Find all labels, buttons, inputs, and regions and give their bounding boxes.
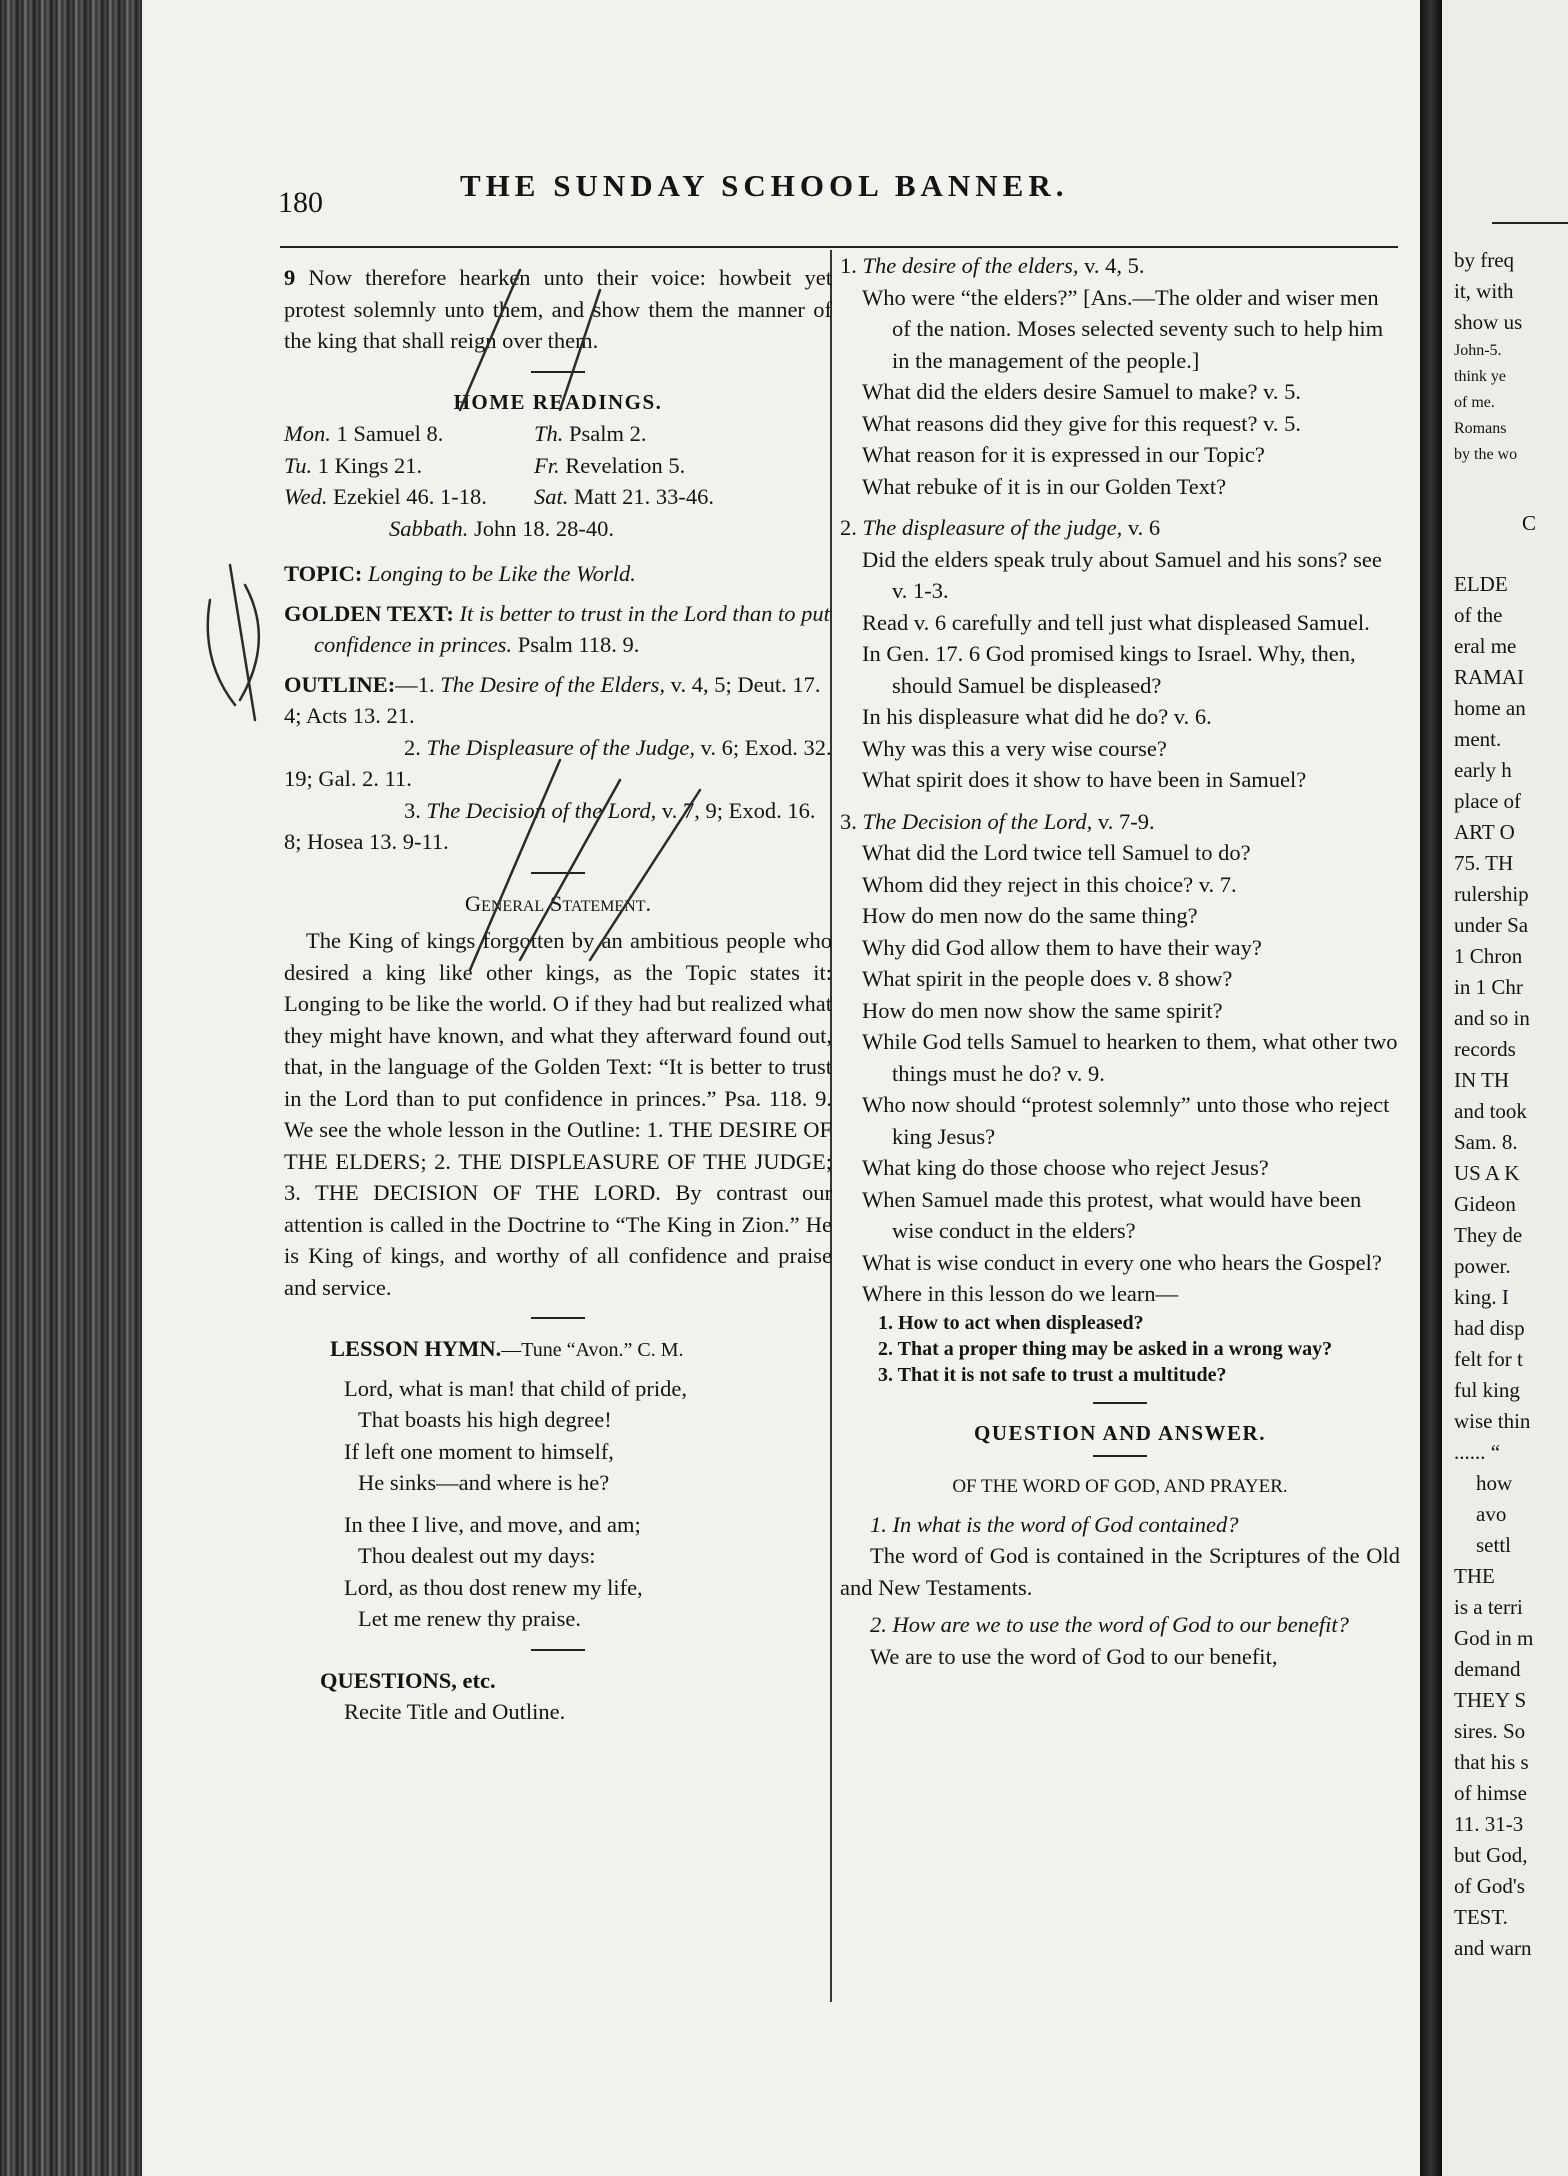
question: How do men now do the same thing? [862, 903, 1198, 928]
question: What king do those choose who reject Jesus? [862, 1155, 1269, 1180]
next-page-line: of himse [1454, 1781, 1527, 1805]
learn-item-1: 1. How to act when displeased? [878, 1311, 1144, 1334]
reading-sabbath: Sabbath. John 18. 28-40. [389, 515, 615, 541]
hymn-line: He sinks—and where is he? [358, 1470, 610, 1495]
next-page-line: but God, [1454, 1843, 1528, 1867]
next-page-line: wise thin [1454, 1409, 1531, 1433]
reading-th: Th. Psalm 2. [534, 421, 647, 446]
question: How do men now show the same spirit? [862, 997, 1223, 1023]
question: In Gen. 17. 6 God promised kings to Israel. Why, then, should Samuel be displeased? [862, 641, 1356, 698]
next-page-line: of me. [1454, 394, 1495, 411]
section-1-heading: 1. The desire of the elders, v. 4, 5. [840, 253, 1145, 278]
next-page-line: THEY S [1454, 1688, 1527, 1712]
next-page-line: home an [1454, 696, 1526, 720]
qa-question-2: 2. How are we to use the word of God to our benefit? [870, 1612, 1349, 1637]
question: What reasons did they give for this request? v. 5. [862, 410, 1302, 436]
recite-instruction: Recite Title and Outline. [344, 1699, 566, 1724]
divider [531, 371, 585, 373]
hymn-line: Lord, as thou dost renew my life, [344, 1574, 643, 1600]
hymn-line: In thee I live, and move, and am; [344, 1511, 641, 1537]
page-gutter [1420, 0, 1442, 2176]
next-page-line: records [1454, 1037, 1516, 1061]
learn-intro: Where in this lesson do we learn— [862, 1281, 1179, 1306]
next-page-line: ...... “ [1454, 1440, 1501, 1464]
next-page-line: TEST. [1454, 1905, 1508, 1929]
next-page-line: RAMAI [1454, 665, 1525, 689]
question: What did the elders desire Samuel to make? v. 5. [862, 379, 1302, 404]
qa-subheading: OF THE WORD OF GOD, AND PRAYER. [952, 1476, 1288, 1497]
question: What rebuke of it is in our Golden Text? [862, 473, 1227, 499]
next-page-line: demand [1454, 1657, 1521, 1681]
golden-text-ref: Psalm 118. 9. [517, 632, 640, 657]
next-page-line: 1 Chron [1454, 944, 1523, 968]
question: In his displeasure what did he do? v. 6. [862, 704, 1212, 729]
next-page-line: sires. So [1454, 1719, 1526, 1743]
question: Whom did they reject in this choice? v. 7. [862, 871, 1237, 897]
next-page-line: US A K [1454, 1161, 1520, 1185]
book-binding [0, 0, 142, 2176]
lesson-hymn-tune: —Tune “Avon.” C. M. [501, 1339, 684, 1361]
next-page-line: felt for t [1454, 1347, 1523, 1371]
next-page-line: and took [1454, 1099, 1527, 1123]
topic-text: Longing to be Like the World. [367, 561, 636, 586]
question: Read v. 6 carefully and tell just what displeased Samuel. [862, 609, 1370, 635]
next-page-header-rule [1492, 222, 1568, 224]
question: Why did God allow them to have their way? [862, 934, 1262, 960]
qa-heading: QUESTION AND ANSWER. [974, 1420, 1266, 1445]
outline-item-3: 3. The Decision of the Lord, v. 7, 9; Exod. 16. 8; Hosea 13. 9-11. [284, 797, 816, 854]
learn-item-3: 3. That it is not safe to trust a multitude? [878, 1363, 1227, 1386]
question: Who now should “protest solemnly” unto those who reject king Jesus? [862, 1092, 1390, 1149]
verse-9 [284, 262, 832, 357]
golden-text-body: It is better to trust in the Lord than to put confidence in princes. [314, 600, 830, 657]
next-page-line: 11. 31-3 [1454, 1812, 1524, 1836]
golden-text [284, 598, 832, 661]
divider [1093, 1402, 1147, 1404]
learn-item-2: 2. That a proper thing may be asked in a wrong way? [878, 1337, 1333, 1360]
divider [531, 1317, 585, 1319]
hymn-line: Thou dealest out my days: [358, 1543, 596, 1568]
next-page-line: show us [1454, 310, 1523, 334]
section-3-heading: 3. The Decision of the Lord, v. 7-9. [840, 808, 1155, 834]
next-page-line: how [1476, 1471, 1513, 1495]
reading-tu: Tu. 1 Kings 21. [284, 452, 423, 478]
divider [1093, 1455, 1147, 1457]
hymn-stanza-2 [284, 1509, 832, 1635]
next-page-line: ful king [1454, 1378, 1520, 1402]
next-page-line: avo [1476, 1502, 1507, 1526]
question: What is wise conduct in every one who hears the Gospel? [862, 1249, 1382, 1275]
next-page-line: under Sa [1454, 913, 1529, 937]
next-page-line: settl [1476, 1533, 1511, 1557]
next-page-line: had disp [1454, 1316, 1525, 1340]
page-number: 180 [278, 186, 323, 219]
hymn-line: If left one moment to himself, [344, 1438, 614, 1464]
reading-fr: Fr. Revelation 5. [534, 452, 686, 478]
question: What reason for it is expressed in our Topic? [862, 442, 1265, 467]
next-page-line: C [1522, 511, 1537, 535]
home-readings-heading: HOME READINGS. [453, 389, 663, 414]
verse-text: Now therefore hearken unto their voice: howbeit yet protest solemnly unto them, and show them the manner of the king that shall reign over them. [284, 265, 833, 353]
next-page-line: that his s [1454, 1750, 1529, 1774]
next-page-line: THE [1454, 1564, 1495, 1588]
question: What spirit in the people does v. 8 show? [862, 966, 1233, 991]
lesson-hymn-label: LESSON HYMN. [330, 1336, 502, 1361]
question: Did the elders speak truly about Samuel and his sons? see v. 1-3. [862, 546, 1382, 603]
next-page-line: IN TH [1454, 1068, 1510, 1092]
outline-item-2: 2. The Displeasure of the Judge, v. 6; Exod. 32. 19; Gal. 2. 11. [284, 734, 832, 791]
question: What did the Lord twice tell Samuel to do? [862, 840, 1251, 865]
next-page-line: and so in [1454, 1006, 1530, 1030]
next-page-line: early h [1454, 758, 1512, 782]
next-page-line: 75. TH [1454, 851, 1514, 875]
next-page-line: ment. [1454, 727, 1502, 751]
reading-sat: Sat. Matt 21. 33-46. [534, 484, 715, 509]
hymn-stanza-1 [284, 1373, 832, 1499]
golden-text-label: GOLDEN TEXT: [284, 600, 454, 626]
next-page-line: of the [1454, 603, 1503, 627]
left-column [284, 262, 832, 1728]
divider [531, 1649, 585, 1651]
qa-answer-2: We are to use the word of God to our benefit, [870, 1643, 1278, 1669]
next-page-line: place of [1454, 789, 1522, 813]
reading-mon: Mon. 1 Samuel 8. [284, 421, 444, 446]
verse-number: 9 [284, 265, 296, 290]
home-readings-list [284, 418, 832, 544]
outline-item-1: OUTLINE:—1. The Desire of the Elders, v. 4, 5; Deut. 17. 4; Acts 13. 21. [284, 671, 821, 728]
qa-answer-1: The word of God is contained in the Scriptures of the Old and New Testaments. [840, 1543, 1400, 1600]
question: When Samuel made this protest, what would have been wise conduct in the elders? [862, 1186, 1362, 1243]
hymn-line: That boasts his high degree! [358, 1407, 612, 1432]
next-page-line: think ye [1454, 368, 1506, 385]
question: Who were “the elders?” [Ans.—The older and wiser men of the nation. Moses selected seventy such to help him in the management of the people.] [862, 284, 1384, 373]
question: What spirit does it show to have been in Samuel? [862, 767, 1307, 792]
next-page-line: of God's [1454, 1874, 1525, 1898]
next-page-line: eral me [1454, 634, 1517, 658]
next-page-line: They de [1454, 1223, 1523, 1247]
next-page-line: by freq [1454, 248, 1515, 272]
reading-wed: Wed. Ezekiel 46. 1-18. [284, 484, 487, 509]
next-page-line: ELDE [1454, 572, 1508, 596]
question: Why was this a very wise course? [862, 735, 1167, 761]
next-page-line: power. [1454, 1254, 1511, 1278]
right-column [840, 250, 1400, 1672]
hymn-line: Lord, what is man! that child of pride, [344, 1375, 688, 1401]
next-page-edge [1442, 0, 1568, 2176]
general-statement-body: The King of kings forgotten by an ambitious people who desired a king like other kings, as the Topic states it: Longing to be like the world. O if they had but realized what they might have known, and what they afterward found out, that, in the language of the Golden Text: “It is better to trust in the Lord than to put confidence in princes.” Psa. 118. 9. We see the whole lesson in the Outline: 1. THE DESIRE OF THE ELDERS; 2. THE DISPLEASURE OF THE JUDGE; 3. THE DECISION OF THE LORD. By contrast our attention is called in the Doctrine to “The King in Zion.” He is King of kings, and worthy of all confidence and praise and service. [284, 928, 832, 1300]
hymn-line: Let me renew thy praise. [358, 1606, 582, 1631]
next-page-line: ART O [1454, 820, 1515, 844]
next-page-line: God in m [1454, 1626, 1534, 1650]
section-2-heading: 2. The displeasure of the judge, v. 6 [840, 515, 1161, 540]
divider [531, 872, 585, 874]
next-page-line: Gideon [1454, 1192, 1516, 1216]
page-title: THE SUNDAY SCHOOL BANNER. [460, 168, 1069, 203]
next-page-line: in 1 Chr [1454, 975, 1523, 999]
next-page-line: Romans [1454, 420, 1507, 437]
general-statement-heading: General Statement. [464, 890, 652, 916]
header-rule [280, 246, 1398, 248]
topic [284, 558, 832, 590]
lesson-hymn-heading [284, 1333, 832, 1367]
qa-question-1: 1. In what is the word of God contained? [870, 1511, 1239, 1537]
questions-heading: QUESTIONS, etc. [320, 1667, 496, 1693]
next-page-line: king. I [1454, 1285, 1509, 1309]
next-page-line: by the wo [1454, 446, 1518, 463]
question: While God tells Samuel to hearken to them, what other two things must he do? v. 9. [862, 1029, 1398, 1086]
next-page-line: it, with [1454, 279, 1514, 303]
next-page-line: and warn [1454, 1936, 1532, 1960]
next-page-line: is a terri [1454, 1595, 1523, 1619]
next-page-line: Sam. 8. [1454, 1130, 1518, 1154]
outline-label: OUTLINE: [284, 671, 396, 697]
next-page-line: John-5. [1454, 342, 1502, 359]
next-page-line: rulership [1454, 882, 1529, 906]
topic-label: TOPIC: [284, 561, 363, 586]
